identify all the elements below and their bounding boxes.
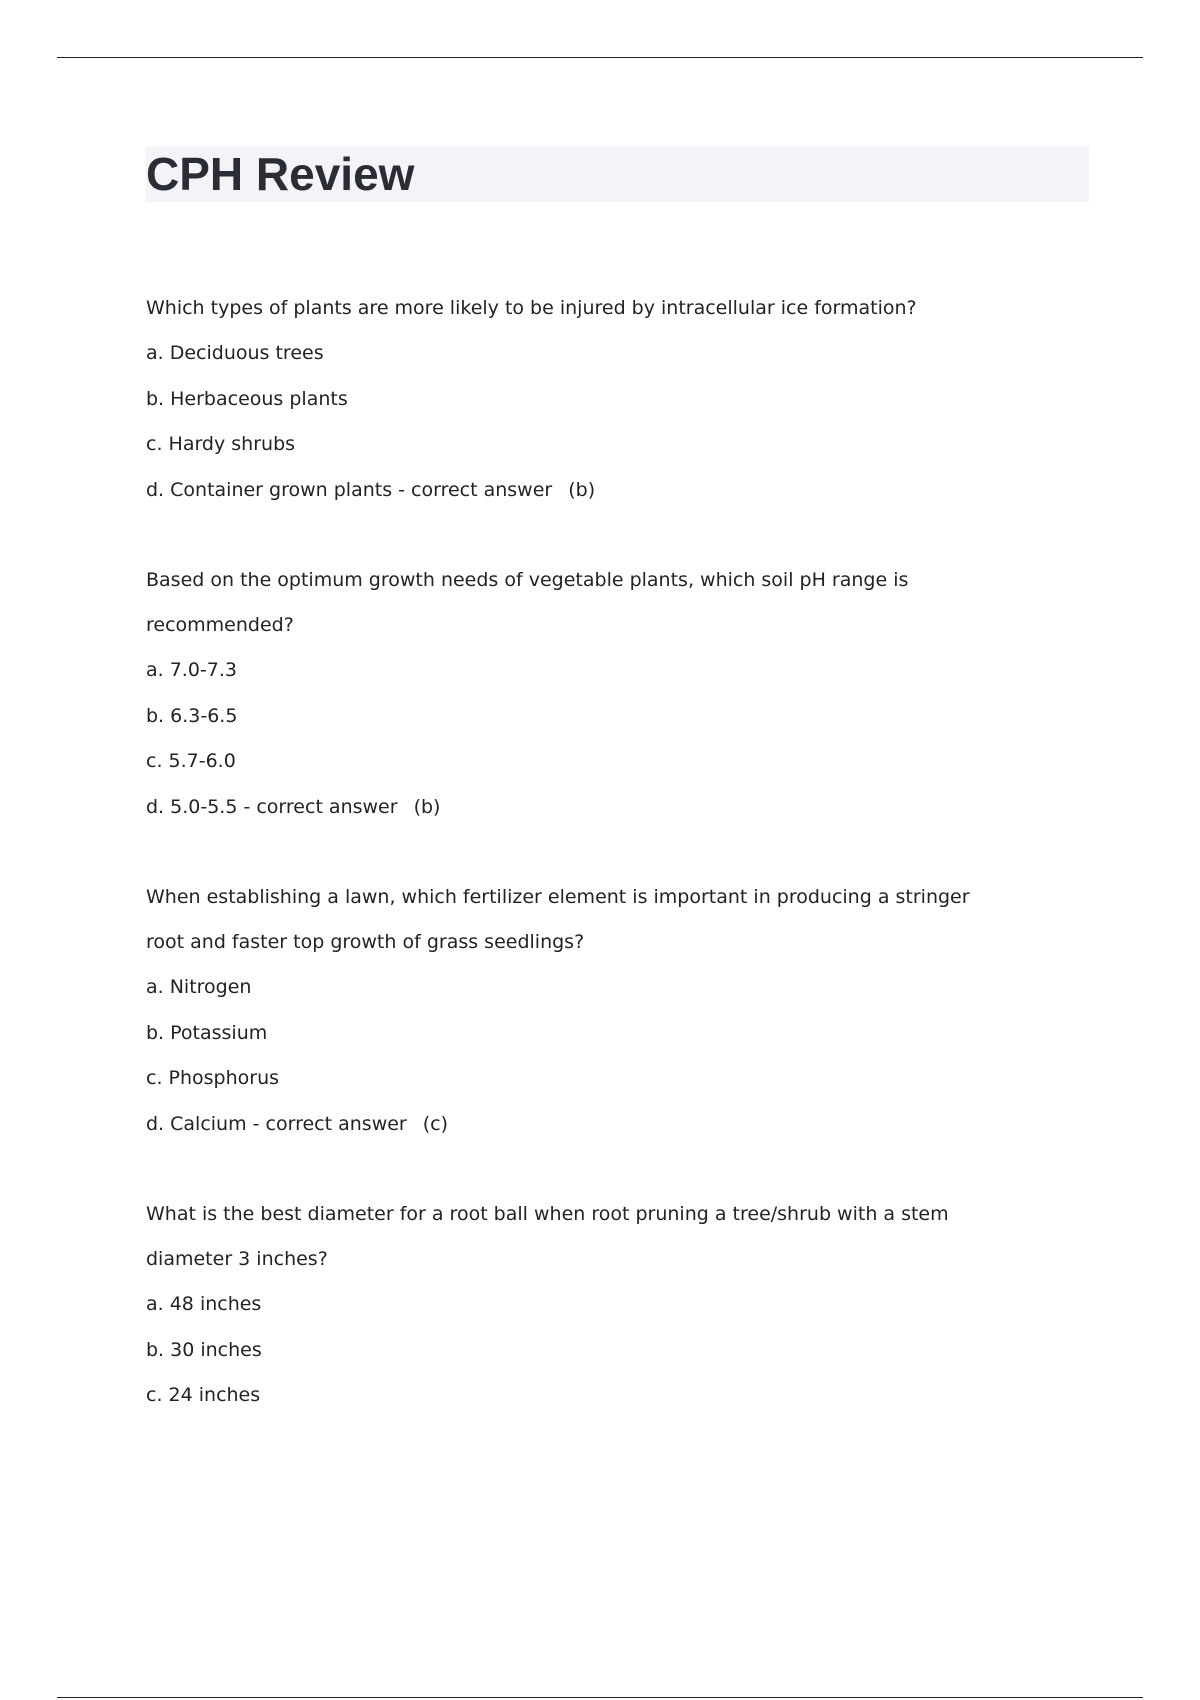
question-text-continued: diameter 3 inches? [146, 1248, 328, 1270]
option-a: a. 48 inches [146, 1293, 262, 1315]
question-text-continued: root and faster top growth of grass seedlings? [146, 931, 585, 953]
question-text-continued: recommended? [146, 614, 294, 636]
option-d-text: d. Container grown plants - correct answer [146, 478, 553, 501]
option-b: b. 6.3-6.5 [146, 704, 238, 727]
option-b: b. Herbaceous plants [146, 387, 348, 410]
option-a: a. Deciduous trees [146, 342, 324, 364]
option-d [146, 1102, 1106, 1148]
top-rule [57, 57, 1143, 58]
question-text: When establishing a lawn, which fertilizer element is important in producing a stringer [146, 886, 970, 908]
correct-answer: (b) [413, 795, 441, 818]
option-d-text: d. 5.0-5.5 - correct answer [146, 795, 398, 818]
question-text: Based on the optimum growth needs of vegetable plants, which soil pH range is [146, 569, 909, 591]
question-block-1 [146, 286, 1106, 513]
question-block-2 [146, 558, 1106, 830]
option-d-text: d. Calcium - correct answer [146, 1112, 407, 1135]
option-c: c. Phosphorus [146, 1067, 280, 1089]
correct-answer: (c) [422, 1112, 449, 1135]
option-c: c. Hardy shrubs [146, 433, 296, 455]
question-block-3 [146, 875, 1106, 1147]
option-a: a. 7.0-7.3 [146, 659, 238, 681]
option-c: c. 5.7-6.0 [146, 750, 236, 772]
option-b: b. Potassium [146, 1021, 268, 1044]
title-banner [146, 146, 1089, 202]
option-c: c. 24 inches [146, 1384, 261, 1406]
option-d [146, 785, 1106, 831]
question-list [146, 286, 1106, 1464]
option-a: a. Nitrogen [146, 976, 252, 998]
question-text: Which types of plants are more likely to be injured by intracellular ice formation? [146, 297, 917, 319]
bottom-rule [57, 1697, 1143, 1698]
option-d [146, 468, 1106, 514]
document-title: CPH Review [146, 148, 415, 200]
correct-answer: (b) [568, 478, 596, 501]
question-text: What is the best diameter for a root ball when root pruning a tree/shrub with a stem [146, 1203, 949, 1225]
option-b: b. 30 inches [146, 1338, 262, 1361]
question-block-4 [146, 1192, 1106, 1419]
